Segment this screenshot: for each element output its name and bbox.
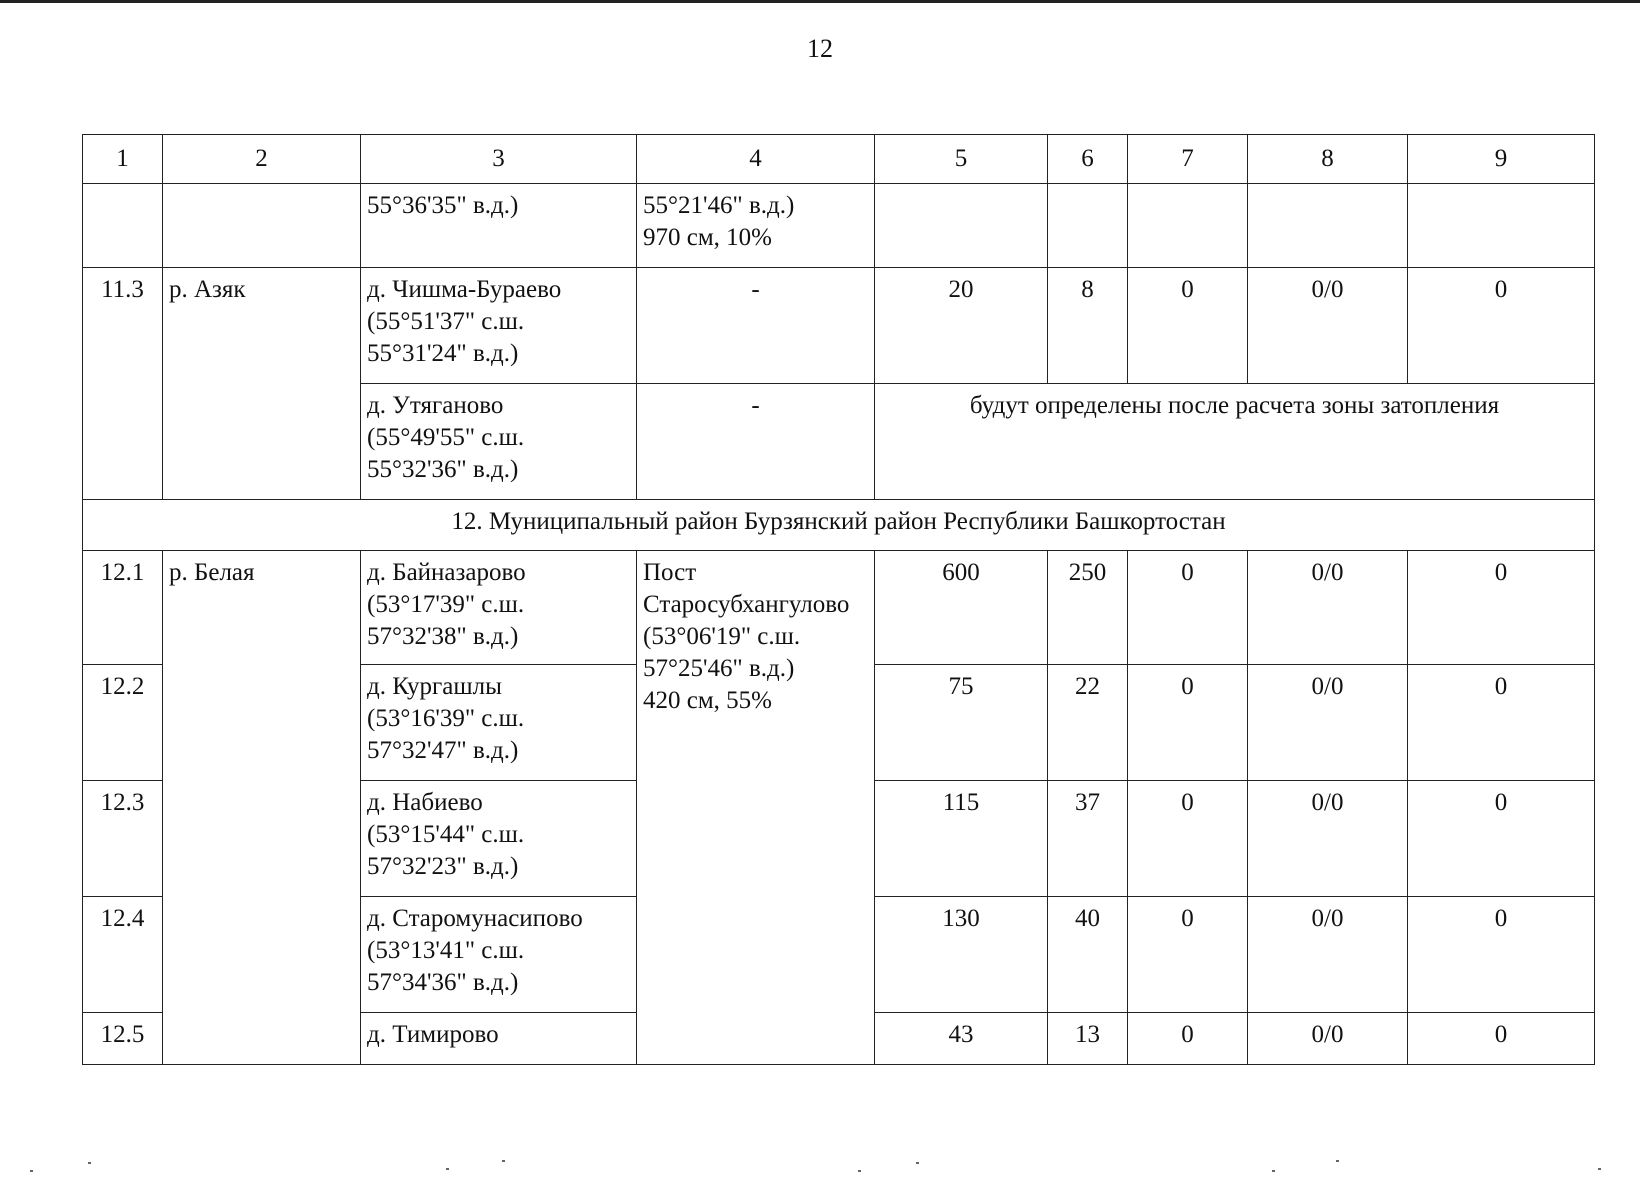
- post-cell: Пост Старосубхангулово (53°06'19" с.ш. 57°25'46" в.д.) 420 см, 55%: [637, 551, 875, 1065]
- settlement-cell: 55°36'35" в.д.): [361, 184, 637, 268]
- settlement-cell: д. Старомунасипово (53°13'41" с.ш. 57°34'36" в.д.): [361, 897, 637, 1013]
- value-cell: 0/0: [1248, 897, 1408, 1013]
- header-cell: 2: [163, 135, 361, 184]
- value-cell: 75: [875, 665, 1048, 781]
- value-cell: 0/0: [1248, 268, 1408, 384]
- settlement-cell: д. Кургашлы (53°16'39" с.ш. 57°32'47" в.д.): [361, 665, 637, 781]
- settlement-cell: д. Тимирово: [361, 1013, 637, 1065]
- value-cell: 0/0: [1248, 781, 1408, 897]
- value-cell: 37: [1048, 781, 1128, 897]
- value-cell: 0: [1128, 897, 1248, 1013]
- value-cell: 0: [1408, 268, 1595, 384]
- post-cell: -: [637, 384, 875, 500]
- header-cell: 5: [875, 135, 1048, 184]
- pending-note: будут определены после расчета зоны затопления: [875, 384, 1595, 500]
- value-cell: 22: [1048, 665, 1128, 781]
- settlement-cell: д. Чишма-Бураево (55°51'37" с.ш. 55°31'24" в.д.): [361, 268, 637, 384]
- row-number-cell: 12.1: [83, 551, 163, 665]
- value-cell: 130: [875, 897, 1048, 1013]
- value-cell: 0: [1128, 1013, 1248, 1065]
- value-cell: 0: [1128, 665, 1248, 781]
- value-cell: 0/0: [1248, 665, 1408, 781]
- post-cell: 55°21'46" в.д.) 970 см, 10%: [637, 184, 875, 268]
- value-cell: 20: [875, 268, 1048, 384]
- value-cell: 0/0: [1248, 1013, 1408, 1065]
- value-cell: 40: [1048, 897, 1128, 1013]
- value-cell: 0: [1408, 1013, 1595, 1065]
- value-cell: 0: [1128, 268, 1248, 384]
- value-cell: 13: [1048, 1013, 1128, 1065]
- table-row: [83, 268, 1595, 384]
- value-cell: 0: [1128, 781, 1248, 897]
- value-cell: 0: [1128, 551, 1248, 665]
- river-cell: р. Белая: [163, 551, 361, 1065]
- header-cell: 6: [1048, 135, 1128, 184]
- value-cell: 0: [1408, 665, 1595, 781]
- row-number-cell: 12.3: [83, 781, 163, 897]
- section-title: 12. Муниципальный район Бурзянский район Республики Башкортостан: [83, 500, 1595, 551]
- table-row: [83, 551, 1595, 665]
- row-number-cell: 12.4: [83, 897, 163, 1013]
- value-cell: 8: [1048, 268, 1128, 384]
- header-cell: 4: [637, 135, 875, 184]
- value-cell: 115: [875, 781, 1048, 897]
- header-cell: 1: [83, 135, 163, 184]
- river-cell: р. Азяк: [163, 268, 361, 500]
- header-cell: 3: [361, 135, 637, 184]
- settlement-cell: д. Набиево (53°15'44" с.ш. 57°32'23" в.д.): [361, 781, 637, 897]
- row-number-cell: 11.3: [83, 268, 163, 500]
- section-heading-row: [83, 500, 1595, 551]
- value-cell: 0: [1408, 897, 1595, 1013]
- value-cell: 600: [875, 551, 1048, 665]
- header-cell: 7: [1128, 135, 1248, 184]
- value-cell: 0/0: [1248, 551, 1408, 665]
- table-row: [83, 184, 1595, 268]
- value-cell: 0: [1408, 781, 1595, 897]
- value-cell: 250: [1048, 551, 1128, 665]
- value-cell: 43: [875, 1013, 1048, 1065]
- data-table: [82, 134, 1595, 1065]
- value-cell: 0: [1408, 551, 1595, 665]
- table-header-row: [83, 135, 1595, 184]
- row-number-cell: 12.2: [83, 665, 163, 781]
- header-cell: 8: [1248, 135, 1408, 184]
- settlement-cell: д. Утяганово (55°49'55" с.ш. 55°32'36" в.д.): [361, 384, 637, 500]
- post-cell: -: [637, 268, 875, 384]
- top-rule: [0, 0, 1640, 3]
- header-cell: 9: [1408, 135, 1595, 184]
- row-number-cell: 12.5: [83, 1013, 163, 1065]
- page-number: 12: [807, 34, 833, 63]
- settlement-cell: д. Байназарово (53°17'39" с.ш. 57°32'38" в.д.): [361, 551, 637, 665]
